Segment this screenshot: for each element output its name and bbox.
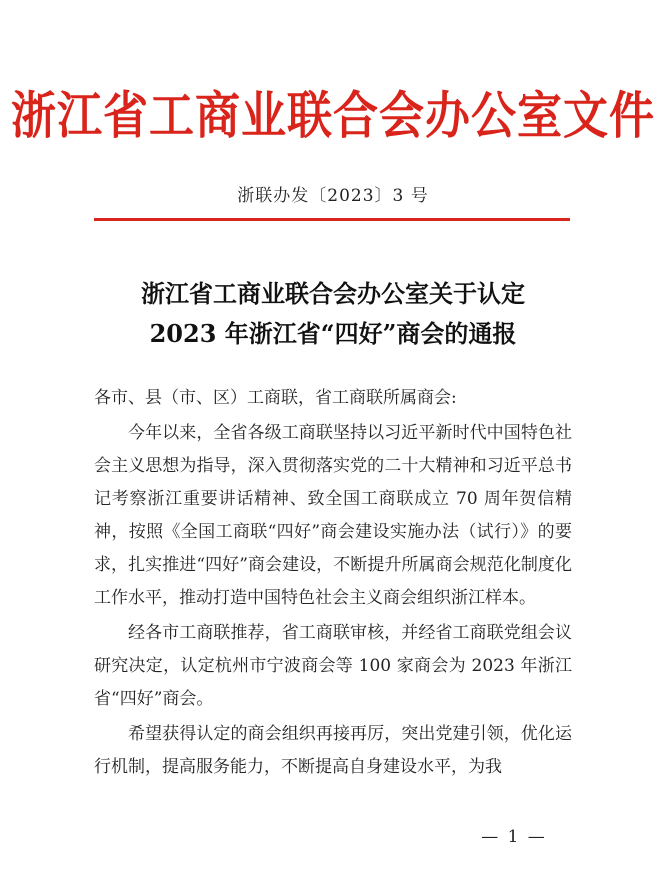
document-number: 浙联办发〔2023〕3 号 — [237, 186, 429, 206]
body-paragraph-3: 希望获得认定的商会组织再接再厉，突出党建引领，优化运行机制，提高服务能力，不断提高自身建设水平，为我 — [94, 724, 572, 777]
document-body — [94, 382, 572, 786]
document-masthead: 浙江省工商业联合会办公室文件 — [10, 85, 655, 146]
red-divider-line — [94, 218, 570, 221]
body-paragraph-2: 经各市工商联推荐，省工商联审核，并经省工商联党组会议研究决定，认定杭州市宁波商会等 100 家商会为 2023 年浙江省“四好”商会。 — [94, 623, 572, 709]
title-line-2: 2023 年浙江省“四好”商会的通报 — [149, 319, 517, 348]
title-line-1: 浙江省工商业联合会办公室关于认定 — [141, 279, 525, 308]
salutation: 各市、县（市、区）工商联，省工商联所属商会: — [94, 388, 457, 408]
page-number: — 1 — — [481, 827, 547, 847]
document-title — [0, 274, 666, 354]
body-paragraph-1: 今年以来，全省各级工商联坚持以习近平新时代中国特色社会主义思想为指导，深入贯彻落实党的二十大精神和习近平总书记考察浙江重要讲话精神、致全国工商联成立 70 周年贺信精神，按照《全国工商联“四好”商会建设实施办法（试行）》的要求，扎实推进“四好”商会建设，不断提升所属商会规范化制度化工作水平，推动打造中国特色社会主义商会组织浙江样本。 — [94, 423, 572, 608]
